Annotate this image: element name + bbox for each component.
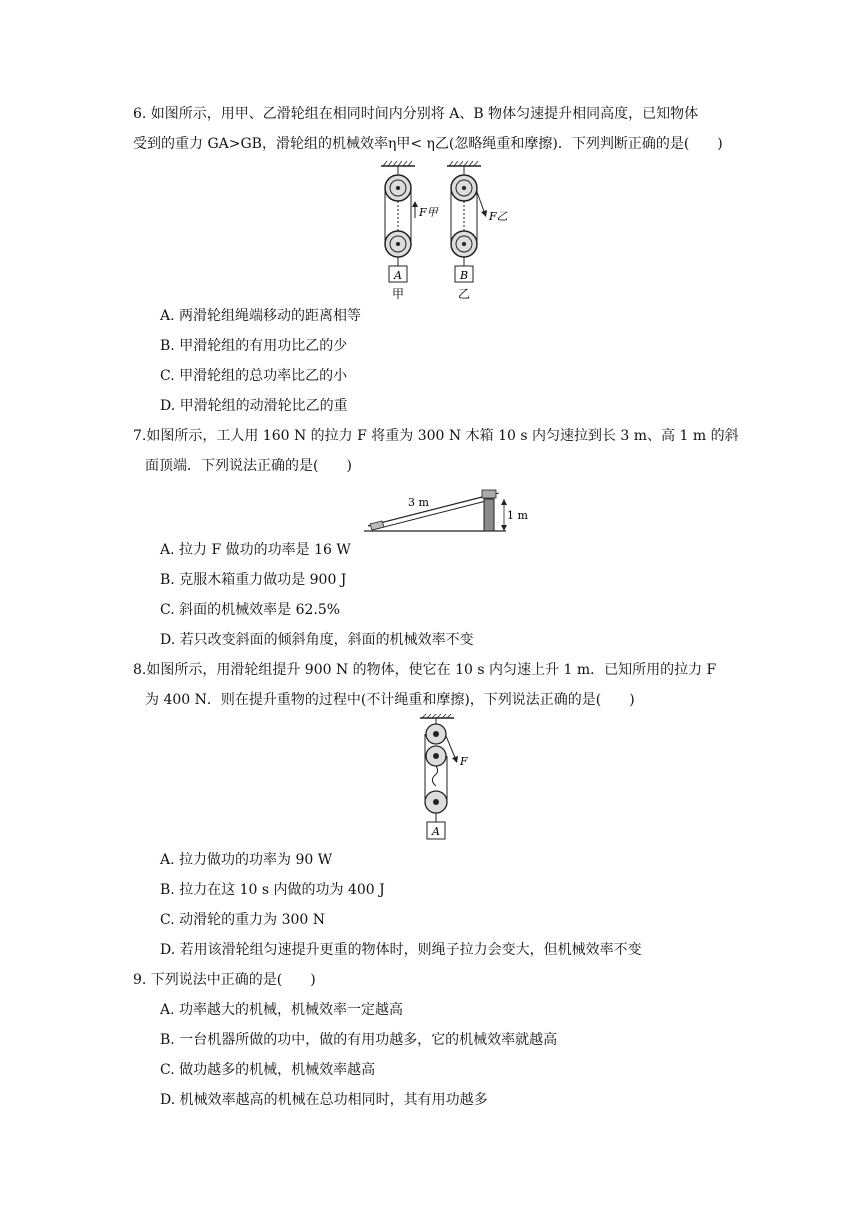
q6-caption-left: 甲 xyxy=(392,287,405,301)
q6-block-label-a: A xyxy=(394,269,402,282)
q6-option-c[interactable]: C. 甲滑轮组的总功率比乙的小 xyxy=(160,368,348,384)
q8-option-b[interactable]: B. 拉力在这 10 s 内做的功为 400 J xyxy=(160,882,385,898)
q7-option-a[interactable]: A. 拉力 F 做功的功率是 16 W xyxy=(160,542,351,558)
q7-height-label: 1 m xyxy=(507,509,528,522)
q9-option-a[interactable]: A. 功率越大的机械，机械效率一定越高 xyxy=(160,1002,404,1018)
q8-stem-line1: 8.如图所示，用滑轮组提升 900 N 的物体，使它在 10 s 内匀速上升 1 m．已知所用的拉力 F xyxy=(133,662,717,678)
q6-block-label-b: B xyxy=(460,269,469,282)
q6-force-label-left: F甲 xyxy=(419,206,438,219)
q8-figure-pulley-system xyxy=(414,714,474,846)
q8-option-c[interactable]: C. 动滑轮的重力为 300 N xyxy=(160,912,325,928)
q7-option-b[interactable]: B. 克服木箱重力做功是 900 J xyxy=(160,572,347,588)
q9-stem: 9. 下列说法中正确的是( ) xyxy=(133,972,316,988)
q8-block-label: A xyxy=(432,825,440,838)
q7-length-label: 3 m xyxy=(408,496,429,509)
q6-option-a[interactable]: A. 两滑轮组绳端移动的距离相等 xyxy=(160,308,362,324)
q7-option-d[interactable]: D. 若只改变斜面的倾斜角度，斜面的机械效率不变 xyxy=(160,632,474,648)
q8-force-label: F xyxy=(460,755,468,768)
q6-caption-right: 乙 xyxy=(458,287,471,301)
q6-option-b[interactable]: B. 甲滑轮组的有用功比乙的少 xyxy=(160,338,348,354)
q7-figure-incline xyxy=(364,484,534,536)
q8-stem-line2: 为 400 N．则在提升重物的过程中(不计绳重和摩擦)，下列说法正确的是( ) xyxy=(145,692,635,708)
q7-stem-line2: 面顶端．下列说法正确的是( ) xyxy=(145,458,352,474)
q6-stem-line2: 受到的重力 GA>GB，滑轮组的机械效率η甲< η乙(忽略绳重和摩擦)．下列判断正确的是( ) xyxy=(133,136,723,152)
q6-force-label-right: F乙 xyxy=(489,210,508,223)
q6-option-d[interactable]: D. 甲滑轮组的动滑轮比乙的重 xyxy=(160,398,348,414)
q8-option-d[interactable]: D. 若用该滑轮组匀速提升更重的物体时，则绳子拉力会变大，但机械效率不变 xyxy=(160,942,642,958)
q7-stem-line1: 7.如图所示，工人用 160 N 的拉力 F 将重为 300 N 木箱 10 s 内匀速拉到长 3 m、高 1 m 的斜 xyxy=(133,428,739,444)
q6-stem-line1: 6. 如图所示，用甲、乙滑轮组在相同时间内分别将 A、B 物体匀速提升相同高度，已知物体 xyxy=(133,106,699,122)
q8-option-a[interactable]: A. 拉力做功的功率为 90 W xyxy=(160,852,333,868)
q6-figure-pulley-systems xyxy=(375,160,508,304)
q7-option-c[interactable]: C. 斜面的机械效率是 62.5% xyxy=(160,602,341,618)
q9-option-d[interactable]: D. 机械效率越高的机械在总功相同时，其有用功越多 xyxy=(160,1092,488,1108)
q9-option-c[interactable]: C. 做功越多的机械，机械效率越高 xyxy=(160,1062,376,1078)
q9-option-b[interactable]: B. 一台机器所做的功中，做的有用功越多，它的机械效率就越高 xyxy=(160,1032,558,1048)
